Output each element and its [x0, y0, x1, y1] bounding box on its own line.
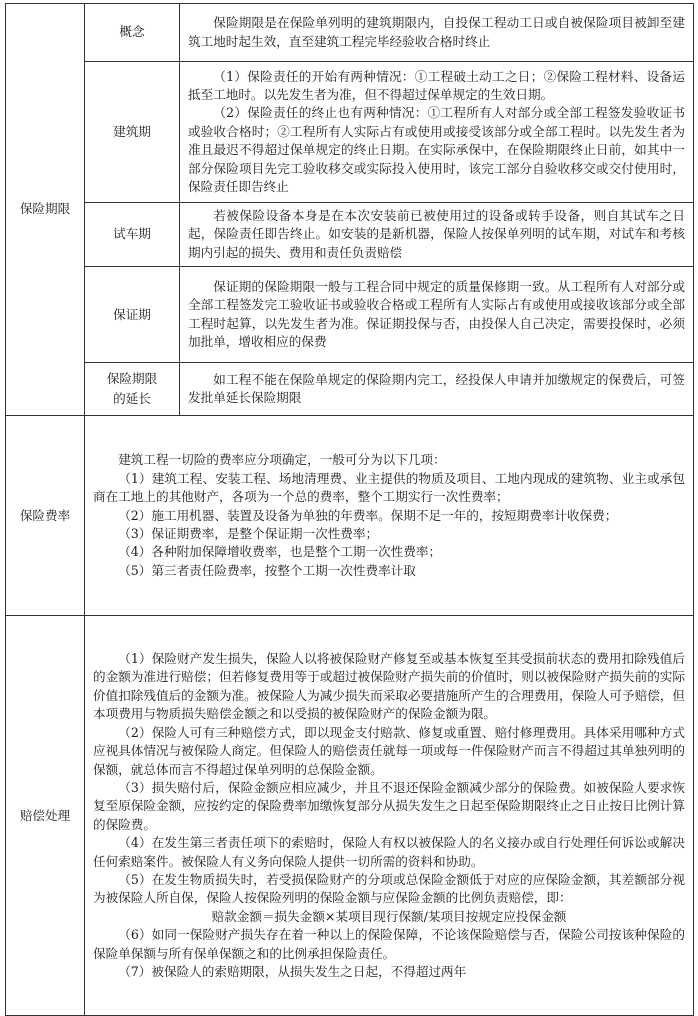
- section-label-claims: 赔偿处理: [6, 616, 85, 1016]
- section-content-claims: [85, 616, 694, 1016]
- paragraph: （5）在发生物质损失时，若受损保险财产的分项或总保险金额低于对应的应保险金额，其差额部分视为被保险人所自保，保险人按保险列明的保险金额与应保险金额的比例负责赔偿，即：: [93, 871, 685, 906]
- row-label-test-run-period: 试车期: [85, 203, 180, 267]
- row-label-concept: 概念: [85, 4, 180, 62]
- row-label-line: 保险期限: [106, 371, 158, 387]
- row-label-construction-period: 建筑期: [85, 62, 180, 203]
- section-label-rate: 保险费率: [6, 416, 85, 616]
- table-row: [6, 62, 694, 203]
- paragraph: （2）保险人可有三种赔偿方式，即以现金支付赔款、修复或重置、赔付修理费用。具体采用哪种方式应视具体情况与被保险人商定。但保险人的赔偿责任就每一项或每一件保险财产而言不得超过其单独列明的保额，就总体而言不得超过保单列明的总保险金额。: [93, 724, 685, 777]
- paragraph: （2）保险责任的终止也有两种情况：①工程所有人对部分或全部工程签发验收证书或验收合格时；②工程所有人实际占有或使用或接受该部分或全部工程时。以先发生者为准且最迟不得超过保单规定的终止日期。在实际承保中，在保险期限终止日前，如其中一部分保险项目先完工验收移交或实际投入使用时，该完工部分自验收移交或交付使用时，保险责任即告终止: [188, 105, 685, 195]
- paragraph: 若被保险设备本身是在本次安装前已被使用过的设备或转手设备，则自其试车之日起，保险责任即告终止。如安装的是新机器，保险人按保单列明的试车期，对试车和考核期内引起的损失、费用和责任负责赔偿: [188, 208, 685, 260]
- row-content-warranty-period: [180, 267, 694, 363]
- row-label-warranty-period: 保证期: [85, 267, 180, 363]
- row-content-construction-period: [180, 62, 694, 203]
- paragraph: 如工程不能在保险单规定的保险期内完工，经投保人申请并加缴规定的保费后，可签发批单延长保险期限: [188, 371, 685, 406]
- row-content-period-extension: [180, 363, 694, 416]
- table-row: [6, 416, 694, 616]
- paragraph: （4）各种附加保障增收费率，也是整个工期一次性费率；: [118, 544, 442, 560]
- row-content-test-run-period: [180, 203, 694, 267]
- section-label-period: 保险期限: [6, 4, 85, 416]
- paragraph: （1）建筑工程、安装工程、场地清理费、业主提供的物质及项目、工地内现成的建筑物、业主或承包商在工地上的其他财产，各项为一个总的费率，整个工期实行一次性费率；: [93, 470, 685, 505]
- section-content-rate: [85, 416, 694, 616]
- paragraph: 保证期的保险期限一般与工程合同中规定的质量保修期一致。从工程所有人对部分或全部工程签发完工验收证书或验收合格或工程所有人实际占有或使用或接收该部分或全部工程时起算，以先发生者为准。保证期投保与否，由投保人自己决定，需要投保时，必须加批单，增收相应的保费: [188, 278, 685, 350]
- paragraph: （3）损失赔付后，保险金额应相应减少，并且不退还保险金额减少部分的保险费。如被保险人要求恢复至原保险金额，应按约定的保险费率加缴恢复部分从损失发生之日起至保险期限终止之日止按日比例计算的保险费。: [93, 779, 685, 832]
- table-row: [6, 4, 694, 62]
- paragraph: （1）保险财产发生损失，保险人以将被保险财产修复至或基本恢复至其受损前状态的费用扣除残值后的金额为准进行赔偿；但若修复费用等于或超过被保险财产损失前的价值时，则以被保险财产损失前的实际价值扣除残值后的金额为准。被保险人为减少损失而采取必要措施所产生的合理费用，保险人可予赔偿，但本项费用与物质损失赔偿金额之和以受损的被保险财产的保险金额为限。: [93, 651, 685, 722]
- paragraph: （3）保证期费率，是整个保证期一次性费率；: [118, 525, 379, 541]
- table-row: [6, 203, 694, 267]
- paragraph: （6）如同一保险财产损失存在着一种以上的保险保障，不论该保险赔偿与否，保险公司按该种保险的保险单保额与所有保单保额之和的比例承担保险责任。: [93, 927, 685, 961]
- row-content-concept: [180, 4, 694, 62]
- paragraph: （4）在发生第三者责任项下的索赔时，保险人有权以被保险人的名义接办或自行处理任何诉讼或解决任何索赔案件。被保险人有义务向保险人提供一切所需的资料和协助。: [93, 835, 685, 869]
- row-label-period-extension: [85, 363, 180, 416]
- insurance-terms-table: [5, 3, 694, 1016]
- paragraph: （7）被保险人的索赔期限，从损失发生之日起，不得超过两年: [118, 963, 467, 979]
- paragraph: （2）施工用机器、装置及设备为单独的年费率。保期不足一年的，按短期费率计收保费；: [118, 507, 618, 523]
- paragraph: （1）保险责任的开始有两种情况：①工程破土动工之日；②保险工程材料、设备运抵至工地时。以先发生者为准，但不得超过保单规定的生效日期。: [188, 68, 685, 102]
- paragraph: 保险期限是在保险单列明的建筑期限内，自投保工程动工日或自被保险项目被卸至建筑工地时起生效，直至建筑工程完毕经验收合格时终止: [188, 15, 685, 49]
- paragraph: 建筑工程一切险的费率应分项确定，一般可分为以下几项：: [118, 452, 446, 468]
- paragraph: （5）第三者责任险费率，按整个工期一次性费率计取: [118, 562, 416, 578]
- table-row: [6, 267, 694, 363]
- formula: 赔款金额＝损失金额×某项目现行保额/某项目按规定应投保金额: [211, 908, 567, 924]
- table-row: [6, 363, 694, 416]
- table-row: [6, 616, 694, 1016]
- row-label-line: 的延长: [113, 391, 151, 407]
